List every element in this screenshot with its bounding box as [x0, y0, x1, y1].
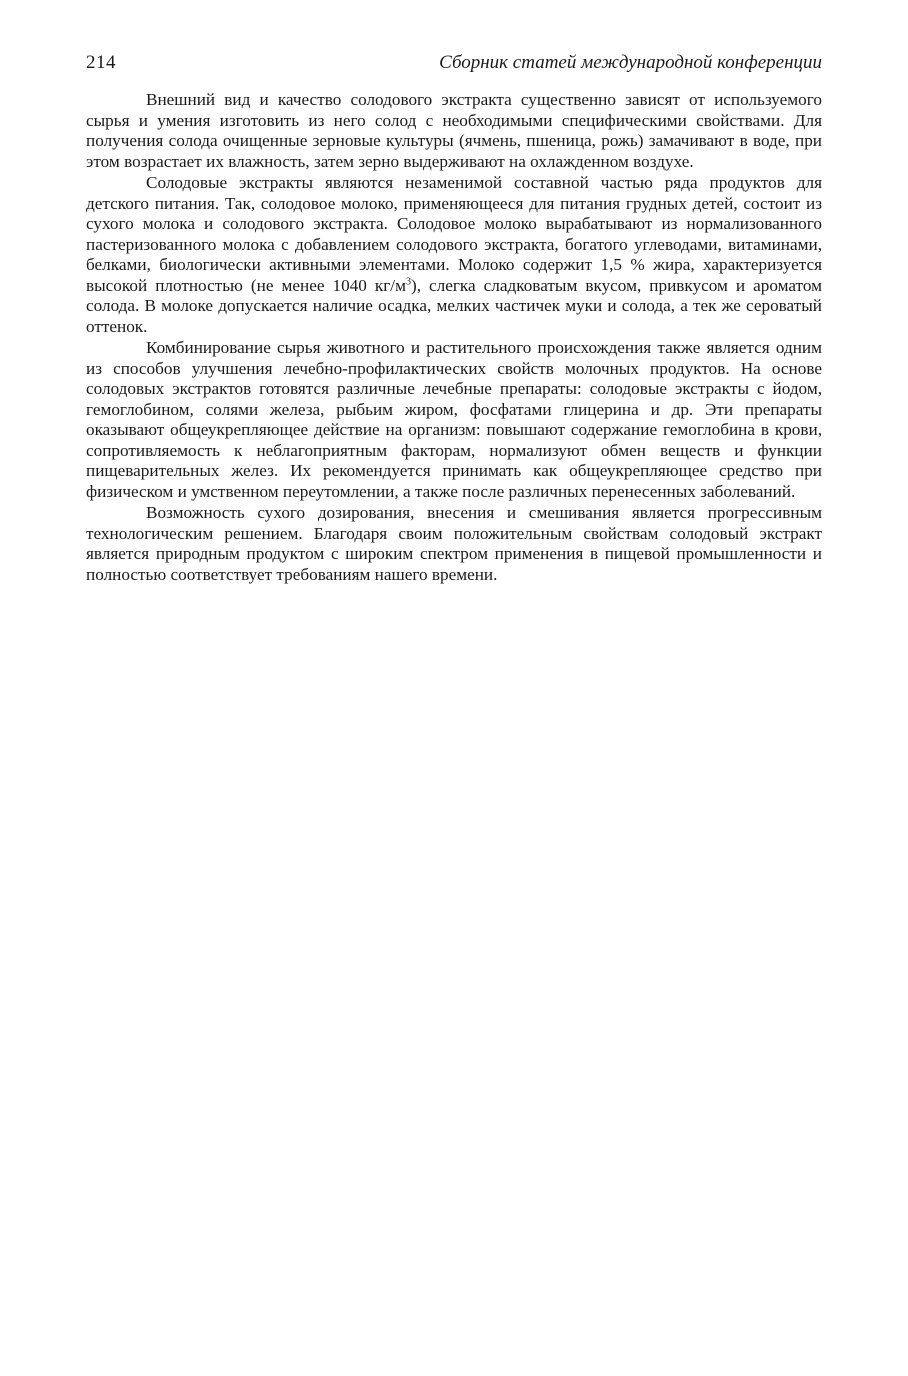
- paragraph-1: Внешний вид и качество солодового экстракта существенно зависят от используемого сырья и умения изготовить из него солод с необходимыми специфическими свойствами. Для получения солода очищенные зерновые культуры (ячмень, пшеница, рожь) замачивают в воде, при этом возрастает их влажность, затем зерно выдерживают на охлажденном воздухе.: [86, 90, 822, 171]
- running-title: Сборник статей международной конференции: [439, 52, 822, 73]
- page-number: 214: [86, 52, 116, 73]
- paragraph-2: [86, 173, 822, 337]
- superscript-cubic: 3: [405, 275, 411, 287]
- article-body: [86, 90, 822, 585]
- paragraph-4: Возможность сухого дозирования, внесения и смешивания является прогрессивным технологическим решением. Благодаря своим положительным свойствам солодовый экстракт является природным продуктом с широким спектром применения в пищевой промышленности и полностью соответствует требованиям нашего времени.: [86, 503, 822, 584]
- paragraph-2-text-before: Солодовые экстракты являются незаменимой составной частью ряда продуктов для детского питания. Так, солодовое молоко, применяющееся для питания грудных детей, состоит из сухого молока и солодового экстракта. Солодовое молоко вырабатывают из нормализованного пастеризованного молока с добавлением солодового экстракта, богатого углеводами, витаминами, белками, биологически активными элементами. Молоко содержит 1,5 % жира, характеризуется высокой плотностью (не менее 1040 кг/м: [86, 173, 822, 295]
- paragraph-2-text-after: ), слегка сладковатым вкусом, привкусом и ароматом солода. В молоке допускается наличие осадка, мелких частичек муки и солода, а тек же сероватый оттенок.: [86, 275, 822, 336]
- document-page: [86, 50, 822, 585]
- paragraph-3: Комбинирование сырья животного и растительного происхождения также является одним из способов улучшения лечебно-профилактических свойств молочных продуктов. На основе солодовых экстрактов готовятся различные лечебные препараты: солодовые экстракты с йодом, гемоглобином, солями железа, рыбьим жиром, фосфатами глицерина и др. Эти препараты оказывают общеукрепляющее действие на организм: повышают содержание гемоглобина в крови, сопротивляемость к неблагоприятным факторам, нормализуют обмен веществ и функции пищеварительных желез. Их рекомендуется принимать как общеукрепляющее средство при физическом и умственном переутомлении, а также после различных перенесенных заболеваний.: [86, 338, 822, 501]
- page-header: [86, 50, 822, 76]
